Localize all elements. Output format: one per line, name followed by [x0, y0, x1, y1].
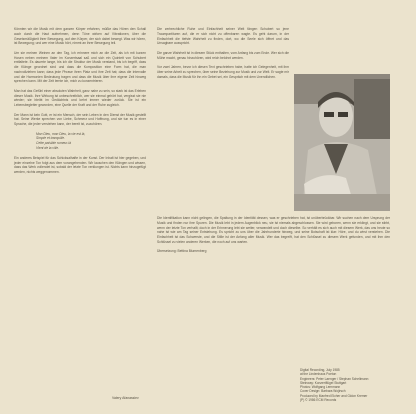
portrait-image — [294, 74, 390, 211]
paragraph: Die zerbrechliche Ruhe und Einfachheit seiner Welt fängen Schubert so jene Traumpartituren auf, die er sich nicht zu offenbaren wagte. Es geht darum, in der Einfachheit die tiefste Wahrheit zu finden, dort, wo die Seele sich öffnet und das Unsagbare ausspricht. — [157, 27, 289, 46]
credit-line: Digital Recording, July 1985 — [300, 368, 340, 372]
poem-line: Cette paisible rumeur-là — [36, 141, 71, 146]
poem-line: Vient de la ville. — [36, 146, 60, 151]
paragraph: Die Identifikation kann nicht gelingen, die Spaltung in der Identität dessen, was er geschrieben hat, ist unüberbrückbar. Wir suchen nach dem Ursprung der Musik und finden nur ihre Spuren. Die Musik lebt in jedem Augenblick neu, sie ist niemals abgeschlossen. Sie wird geboren, wenn sie erklingt, und sie stirbt, wenn der letzte Ton verhallt; doch in der Erinnerung lebt sie weiter, verwandelt und doch dieselbe. So verhält es sich auch mit diesem Werk, das uns heute so nahe ist wie am Tag seiner Entstehung. Es spricht zu uns über die Jahrhunderte hinweg, und seine Botschaft ist klar: Höre, und du wirst verstehen. Die Einfachheit ist das Schwerste, und die Stille ist der Anfang aller Musik. Wer das begreift, hat den Schlüssel zu diesem Werk gefunden, und mit ihm den Schlüssel zu vielen anderen Werken, die noch auf uns warten. — [157, 216, 390, 244]
paragraph: Die ganze Wahrheit ist in diesem Stück enthalten, vom Anfang bis zum Ende. Wer sich die Mühe macht, genau hinzuhören, wird reich belohnt werden. — [157, 50, 289, 60]
poem-line: Simple et tranquille. — [36, 136, 65, 141]
column-2-upper — [157, 27, 289, 79]
paragraph: Vor zwei Jahren, bevor ich diesen Text geschrieben habe, hatte ich Gelegenheit, mit ihm über seine Arbeit zu sprechen, über seine Beziehung zur Musik und zur Welt. Er sagte mir damals, dass die Musik für ihn ein Gebet sei, ein Gespräch mit dem Unendlichen. — [157, 65, 289, 79]
credit-line: Steinway: Konzertflügel Stuttgart — [300, 380, 347, 385]
paragraph: Ein anderes Beispiel für das Schicksalhafte in der Kunst. Der Inhalt ist hier gegeben, und jeder einzelne Ton folgt aus dem vorangehenden. Wir lauschen den Klängen und wissen, dass das Werk vollendet ist, sobald der letzte Ton verklungen ist. Nichts kann hinzugefügt werden, nichts weggenommen. — [14, 155, 146, 175]
paragraph: Um sie meinen Weinen an den Tag, ich erinnere mich an die Zeit, als ich mit kurzen Hosen neben meinem Vater im Konzertsaal saß und sich ein Quintett von Schubert entfaltete. Es dauerte lange, bis ich die Struktur der Musik verstand, bis ich begriff, dass die Klänge geordnet sind und dass die Komposition eine Form hat, die man nachvollziehen kann; dass jede Phrase ihren Platz und ihre Zeit hat; dass die Intervalle und die Harmonien Bedeutung tragen und dass die Musik über ihre eigene Zeit hinweg sprechen kann. Mit der Zeit lernte ich, mich zu konzentrieren. — [14, 50, 146, 84]
credit-line: Engineers: Peter Laenger / Stephan Schellmann — [300, 376, 369, 381]
credit-line: Cover Design: Barbara Wojirsch — [300, 389, 346, 394]
paragraph: Der Mann ist kein Gott, er ist ein Mensch, der sein Leben in den Dienst der Musik gestellt hat. Seine Werke sprechen von Liebe, Schmerz und Hoffnung, und sie tun es in einer Sprache, die jeder verstehen kann, der bereit ist, zuzuhören. — [14, 112, 146, 126]
column-1 — [14, 27, 146, 175]
column-2-lower — [157, 216, 390, 254]
translator-credit: Übersetzung: Bettina Blumenberg — [157, 249, 207, 254]
poem-line: Mon Dieu, mon Dieu, la vie est là, — [36, 131, 86, 136]
portrait-photo — [294, 74, 390, 211]
poem-quote — [14, 132, 146, 152]
credit-line: Produced by Manfred Eicher and Gidon Kremer — [300, 393, 368, 398]
paragraph: Könnten wir die Musik mit dem ganzen Körper erfahren, müßte das Hören den Schall auch durch die Haut aufnehmen, denn Töne wirken auf Vibrationen, über die Gesetzmäßigkeit ihrer Bewegung, auf den Körper, der sich dabei bewegt. Was wir hören, ist Bewegung; und wer eine Musik hört, nimmt an ihrer Bewegung teil. — [14, 27, 146, 46]
recording-credits — [300, 368, 410, 402]
paragraph: Man hat das Gefühl einer absoluten Wahrheit, ganz nahe zu sein, so stark ist das Erleben dieser Musik. Ihre Wirkung ist unbeschreiblich, wer sie einmal gehört hat, vergisst sie nie wieder; sie bleibt im Gedächtnis und kehrt immer wieder zurück. Sie ist ein Lebensbegleiter geworden, eine Quelle der Kraft und der Ruhe zugleich. — [14, 88, 146, 107]
credit-line: (P) © 1986 ECM Records — [300, 398, 337, 403]
credit-line: at the Lindenhaus Poeton — [300, 372, 337, 377]
author-signature: Valery Afanassiev — [112, 396, 139, 400]
credit-line: Photos: Wolfgang Lemmann — [300, 385, 341, 390]
